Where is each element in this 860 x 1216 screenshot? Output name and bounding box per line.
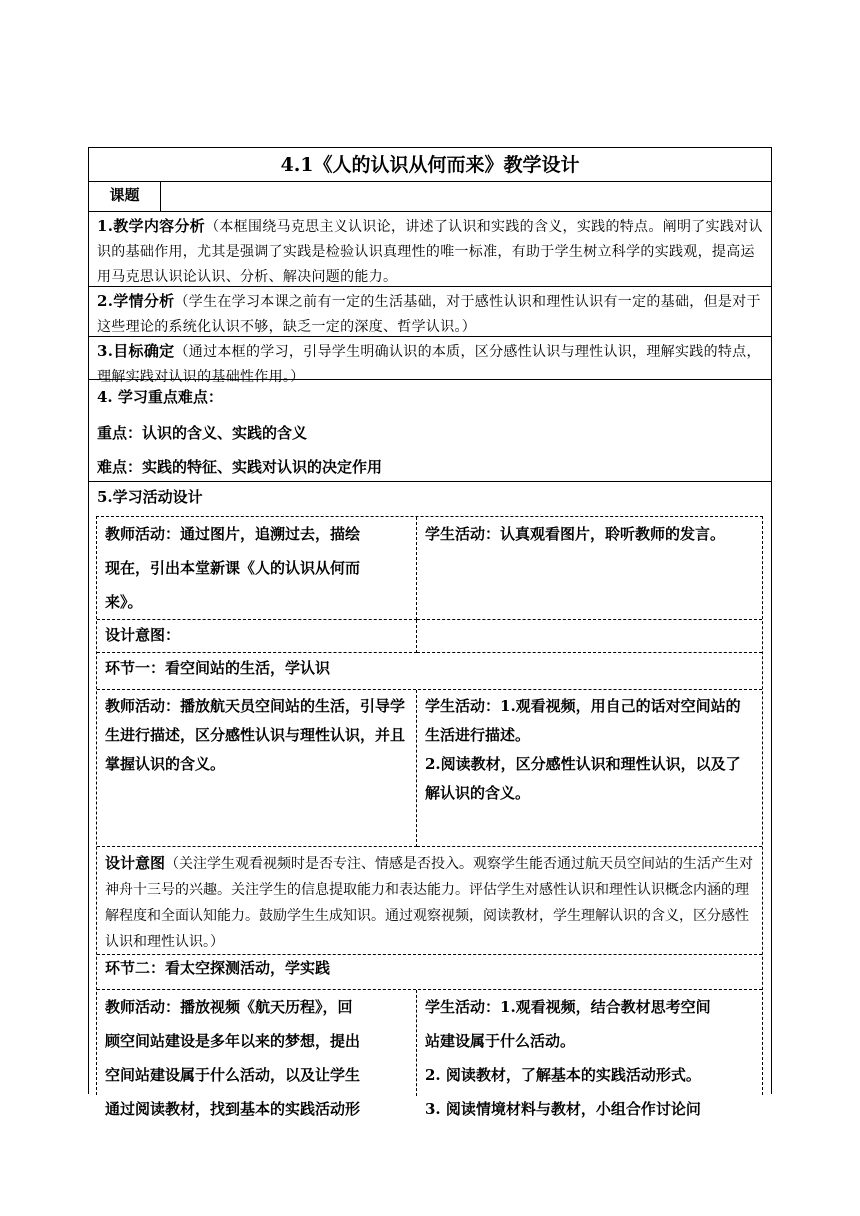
link1-design-text: （关注学生观看视频时是否专注、情感是否投入。观察学生能否通过航天员空间站的生活产生对神舟十三号的兴趣。关注学生的信息提取能力和表达能力。评估学生对感性认识和理性认识概念内涵的理解程度和全面认知能力。鼓励学生生成知识。通过观察视频，阅读教材，学生理解认识的含义，区分感性认识和理性认识。） — [105, 856, 754, 950]
intro-teacher-line: 来》。 — [105, 593, 143, 611]
link2-teacher-line: 空间站建设属于什么活动，以及让学生 — [105, 1066, 361, 1084]
student-analysis-text: （学生在学习本课之前有一定的生活基础，对于感性认识和理性认识有一定的基础，但是对于这些理论的系统化认识不够，缺乏一定的深度、哲学认识。） — [97, 294, 761, 335]
student-analysis — [89, 287, 771, 337]
link2-student-cell — [417, 990, 762, 1118]
link2-teacher-line: 教师活动：播放视频《航天历程》，回 — [105, 998, 353, 1016]
design-intent-empty — [417, 620, 762, 653]
link2-student-line: 2. 阅读教材，了解基本的实践活动形式。 — [425, 1066, 701, 1084]
intro-teacher-line: 教师活动：通过图片，追溯过去，描绘 — [105, 525, 361, 543]
content-analysis-text: （本框围绕马克思主义认识论，讲述了认识和实践的含义，实践的特点。阐明了实践对认识的基础作用，尤其是强调了实践是检验认识真理性的唯一标准，有助于学生树立科学的实践观，提高运用马克思认识论认识、分析、解决问题的能力。 — [97, 219, 763, 285]
link1-student-cell — [417, 690, 762, 847]
link1-student-line: 学生活动：1.观看视频，用自己的话对空间站的生活进行描述。 — [425, 697, 741, 744]
intro-teacher-line: 现在，引出本堂新课《人的认识从何而 — [105, 559, 361, 577]
link2-student-line: 学生活动：1.观看视频，结合教材思考空间 — [425, 998, 711, 1016]
goal-setting — [89, 337, 771, 385]
link1-student-line: 2.阅读教材，区分感性认识和理性认识，以及了解认识的含义。 — [425, 755, 741, 802]
link2-student-line: 3. 阅读情境材料与教材，小组合作讨论问 — [425, 1100, 701, 1118]
content-analysis — [89, 212, 771, 287]
design-intent-label: 设计意图： — [97, 620, 417, 653]
key-points-section — [89, 380, 771, 482]
topic-label: 课题 — [89, 182, 161, 212]
key-point: 重点：认识的含义、实践的含义 — [97, 424, 308, 442]
link2-teacher-cell — [97, 990, 417, 1118]
link2-teacher-line: 通过阅读教材，找到基本的实践活动形 — [105, 1100, 361, 1118]
intro-teacher-cell — [97, 517, 417, 620]
goal-setting-heading: 3.目标确定 — [97, 342, 175, 360]
link1-heading: 环节一：看空间站的生活，学认识 — [97, 653, 762, 690]
link2-heading: 环节二：看太空探测活动，学实践 — [97, 955, 762, 990]
goal-setting-text: （通过本框的学习，引导学生明确认识的本质，区分感性认识与理性认识，理解实践的特点，理解实践对认识的基础性作用。） — [97, 344, 761, 385]
link2-student-line: 站建设属于什么活动。 — [425, 1032, 576, 1050]
intro-student-cell — [417, 517, 762, 620]
intro-student-text: 学生活动：认真观看图片，聆听教师的发言。 — [425, 525, 726, 543]
content-analysis-heading: 1.教学内容分析 — [97, 217, 206, 235]
link2-teacher-line: 顾空间站建设是多年以来的梦想，提出 — [105, 1032, 361, 1050]
difficult-point: 难点：实践的特征、实践对认识的决定作用 — [97, 458, 383, 476]
activity-design-section — [89, 482, 771, 1118]
link1-design-heading: 设计意图 — [105, 854, 166, 872]
link1-design-cell — [97, 847, 762, 955]
student-analysis-heading: 2.学情分析 — [97, 292, 175, 310]
page-title: 4.1《人的认识从何而来》教学设计 — [89, 148, 771, 182]
activity-design-heading: 5.学习活动设计 — [97, 488, 203, 506]
lesson-plan-table — [88, 147, 772, 1118]
topic-row — [89, 182, 771, 212]
link1-teacher-cell: 教师活动：播放航天员空间站的生活，引导学生进行描述，区分感性认识与理性认识，并且掌握认识的含义。 — [97, 690, 417, 847]
key-points-heading: 4. 学习重点难点： — [97, 388, 223, 406]
activity-inner-table — [96, 516, 763, 1118]
